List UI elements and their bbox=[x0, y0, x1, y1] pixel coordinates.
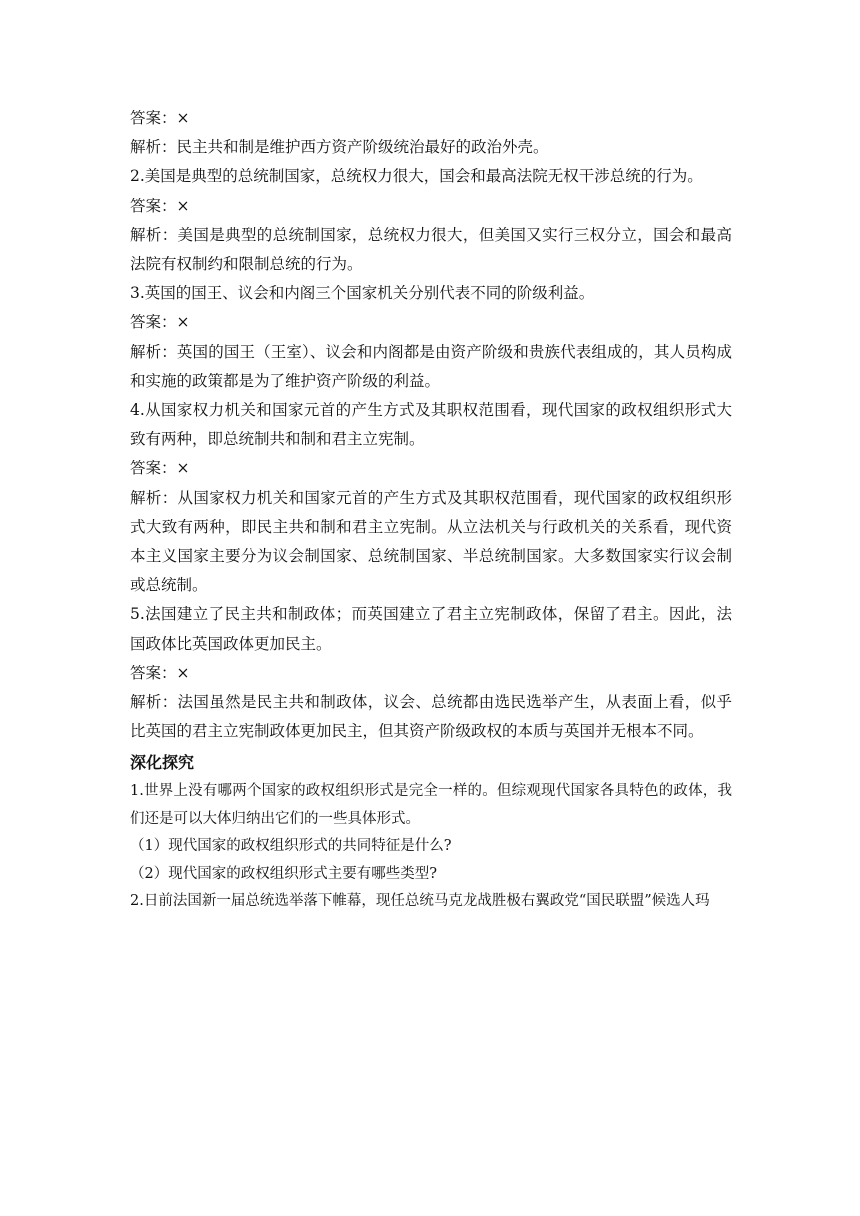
analysis-line: 解析：法国虽然是民主共和制政体，议会、总统都由选民选举产生，从表面上看，似乎比英国的君主立宪制政体更加民主，但其资产阶级政权的本质与英国并无根本不同。 bbox=[130, 693, 732, 741]
analysis-line: 解析：民主共和制是维护西方资产阶级统治最好的政治外壳。 bbox=[130, 138, 549, 157]
answer-line: 答案：× bbox=[130, 109, 190, 127]
question-5: 5.法国建立了民主共和制政体；而英国建立了君主立宪制政体，保留了君主。因此，法国政体比英国政体更加民主。 bbox=[130, 605, 732, 653]
inquiry-1-sub-1: （1）现代国家的政权组织形式的共同特征是什么? bbox=[130, 838, 452, 855]
section-heading: 深化探究 bbox=[130, 753, 195, 773]
answer-line: 答案：× bbox=[130, 196, 190, 215]
question-4: 4.从国家权力机关和国家元首的产生方式及其职权范围看，现代国家的政权组织形式大致有两种，即总统制共和制和君主立宪制。 bbox=[130, 401, 732, 449]
answer-line: 答案：× bbox=[130, 459, 190, 478]
question-2: 2.美国是典型的总统制国家，总统权力很大，国会和最高法院无权干涉总统的行为。 bbox=[130, 167, 703, 186]
inquiry-2: 2.日前法国新一届总统选举落下帷幕，现任总统马克龙战胜极右翼政党“国民联盟”候选人玛 bbox=[130, 893, 710, 910]
analysis-line: 解析：英国的国王（王室）、议会和内阁都是由资产阶级和贵族代表组成的，其人员构成和实施的政策都是为了维护资产阶级的利益。 bbox=[130, 342, 732, 390]
answer-line: 答案：× bbox=[130, 313, 190, 332]
question-3: 3.英国的国王、议会和内阁三个国家机关分别代表不同的阶级利益。 bbox=[130, 284, 595, 303]
document-body bbox=[130, 104, 732, 916]
answer-line: 答案：× bbox=[130, 663, 190, 682]
inquiry-1: 1.世界上没有哪两个国家的政权组织形式是完全一样的。但综观现代国家各具特色的政体，我们还是可以大体归纳出它们的一些具体形式。 bbox=[130, 783, 732, 827]
inquiry-1-sub-2: （2）现代国家的政权组织形式主要有哪些类型? bbox=[130, 865, 437, 882]
analysis-line: 解析：从国家权力机关和国家元首的产生方式及其职权范围看，现代国家的政权组织形式大致有两种，即民主共和制和君主立宪制。从立法机关与行政机关的关系看，现代资本主义国家主要分为议会制国家、总统制国家、半总统制国家。大多数国家实行议会制或总统制。 bbox=[130, 488, 732, 595]
analysis-line: 解析：美国是典型的总统制国家，总统权力很大，但美国又实行三权分立，国会和最高法院有权制约和限制总统的行为。 bbox=[130, 225, 732, 274]
